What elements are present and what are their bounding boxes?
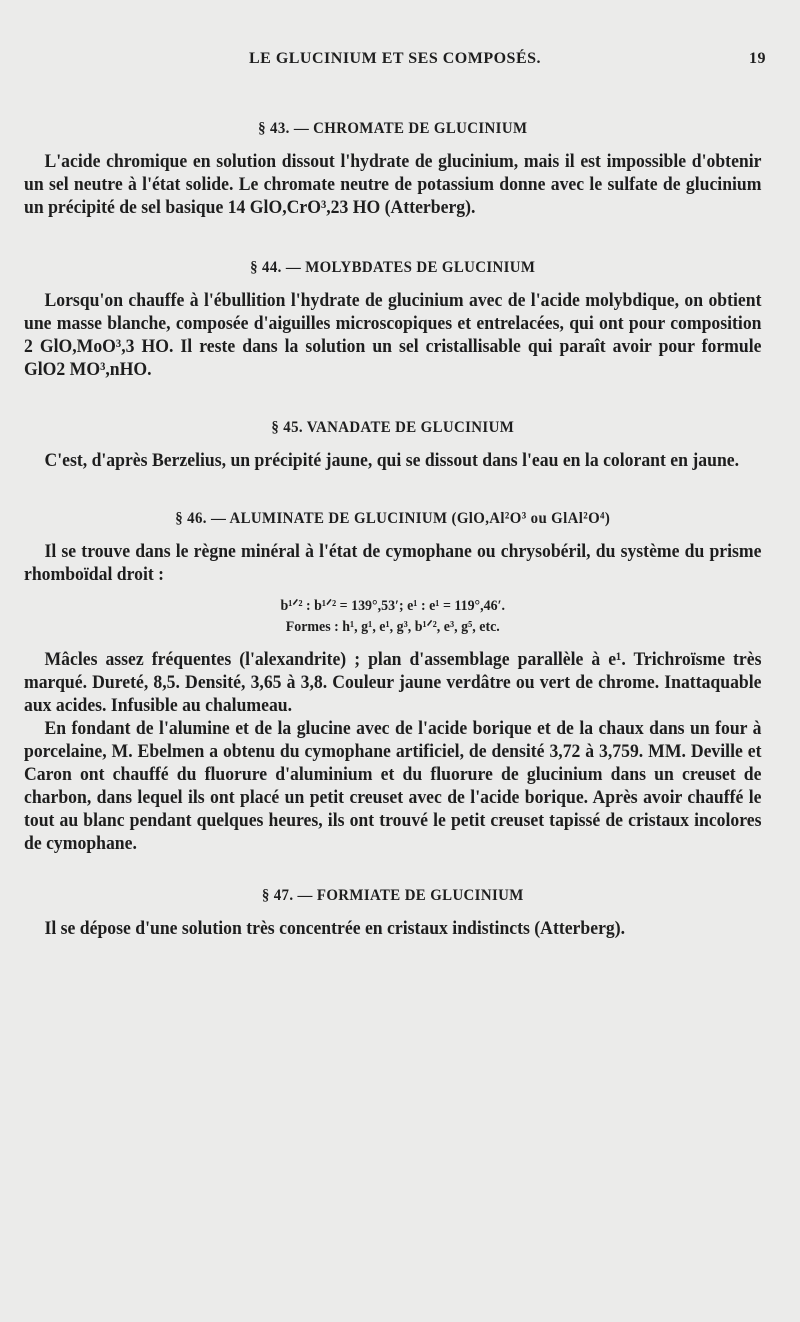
section-heading: § 46. — ALUMINATE DE GLUCINIUM (GlO,Al²O³ ou GlAl²O⁴) [175, 510, 611, 527]
section-46 [24, 508, 761, 855]
section-44 [24, 257, 761, 381]
paragraph: Mâcles assez fréquentes (l'alexandrite) ; plan d'assemblage parallèle à e¹. Trichroïsme très marqué. Dureté, 8,5. Densité, 3,65 à 3,8. Couleur jaune verdâtre ou vert de chrome. Inattaquable aux acides. Infusible au chalumeau. [24, 649, 762, 716]
section-heading: § 43. — CHROMATE DE GLUCINIUM [258, 120, 528, 137]
section-heading: § 45. VANADATE DE GLUCINIUM [271, 419, 515, 436]
section-45 [24, 417, 761, 472]
section-47 [24, 885, 761, 940]
paragraph: C'est, d'après Berzelius, un précipité jaune, qui se dissout dans l'eau en la colorant en jaune. [44, 450, 740, 471]
running-title: LE GLUCINIUM ET SES COMPOSÉS. [248, 50, 542, 67]
page-number: 19 [749, 50, 766, 67]
paragraph: L'acide chromique en solution dissout l'hydrate de glucinium, mais il est impossible d'obtenir un sel neutre à l'état solide. Le chromate neutre de potassium donne avec le sulfate de glucinium un précipité de sel basique 14 GlO,CrO³,23 HO (Atterberg). [24, 151, 762, 218]
paragraph: Il se dépose d'une solution très concentrée en cristaux indistincts (Atterberg). [44, 918, 626, 939]
paragraph: Il se trouve dans le règne minéral à l'état de cymophane ou chrysobéril, du système du prisme rhomboïdal droit : [24, 541, 762, 585]
section-43 [24, 118, 761, 219]
page-body [24, 118, 761, 940]
paragraph: En fondant de l'alumine et de la glucine avec de l'acide borique et de la chaux dans un four à porcelaine, M. Ebelmen a obtenu du cymophane artificiel, de densité 3,72 à 3,759. MM. Deville et Caron ont chauffé du fluorure d'aluminium et du fluorure de glucinium dans un creuset de charbon, dans lequel ils ont placé un petit creuset avec de l'acide borique. Après avoir chauffé le tout au blanc pendant quelques heures, ils ont trouvé le petit creuset tapissé de cristaux incolores de cymophane. [24, 718, 762, 854]
crystal-angle-formula: b¹ᐟ² : b¹ᐟ² = 139°,53′; e¹ : e¹ = 119°,46′. [280, 598, 505, 614]
paragraph: Lorsqu'on chauffe à l'ébullition l'hydrate de glucinium avec de l'acide molybdique, on obtient une masse blanche, composée d'aiguilles microscopiques et entrelacées, qui ont pour composition 2 GlO,MoO³,3 HO. Il reste dans la solution un sel cristallisable qui paraît avoir pour formule GlO2 MO³,nHO. [24, 290, 762, 380]
section-heading: § 44. — MOLYBDATES DE GLUCINIUM [250, 259, 536, 276]
crystal-forms-formula: Formes : h¹, g¹, e¹, g³, b¹ᐟ², e³, g⁵, etc. [285, 619, 500, 635]
section-heading: § 47. — FORMIATE DE GLUCINIUM [261, 887, 524, 904]
